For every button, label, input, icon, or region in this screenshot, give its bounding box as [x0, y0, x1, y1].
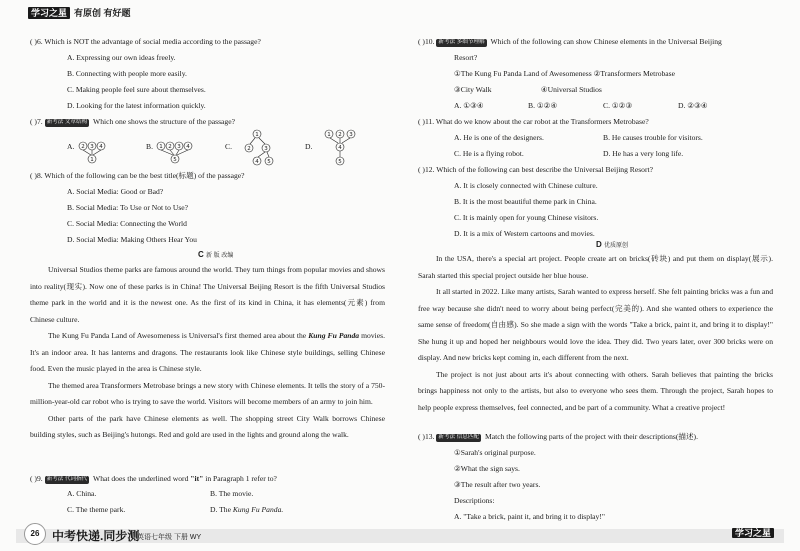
passage-d-p1: In the USA, there's a special art project. People create art on bricks(砖块) and put them on display(展示). Sarah started this special project outside her blue house.: [418, 254, 773, 280]
passage-d-p2: It all started in 2022. Like many artists, Sarah wanted to express herself. She felt painting bricks was a fun and free way because she didn't need to worry about being perfect(完美的). And she wanted others to experience the same sense of freedom(自由感). So she made a sign with the words "Take a brick, paint it, and bring it to display!" She hung it up and hoped her neighbours would love the idea. They did. Two years later, over 300 bricks were on display. And new bricks kept coming in, each different from the next.: [418, 287, 773, 362]
passage-c-p2-em: Kung Fu Panda: [308, 331, 360, 340]
q10-item-2: ③City Walk ④Universal Studios: [454, 85, 602, 94]
q11-stem: ( )11. What do we know about the car robot at the Transformers Metrobase?: [418, 117, 649, 126]
svg-text:2: 2: [168, 144, 172, 150]
q10-option-b: B. ①②④: [528, 101, 558, 110]
section-d-sub: 优质原创: [604, 243, 629, 249]
q12-option-c: C. It is mainly open for young Chinese visitors.: [454, 213, 599, 222]
q7-text: Which one shows the structure of the passage?: [93, 117, 235, 126]
q9-option-c: C. The theme park.: [67, 505, 126, 514]
q9-badge: 新考法 代词指代: [46, 476, 88, 482]
q10-badge: 新考法 多细节理解: [438, 39, 485, 45]
q8-option-a: A. Social Media: Good or Bad?: [67, 187, 164, 196]
passage-d: [418, 251, 773, 416]
q10-stem: [418, 38, 722, 47]
structure-diagrams: [67, 128, 367, 166]
tree-label-a: A.: [67, 142, 75, 151]
svg-text:5: 5: [173, 157, 177, 163]
svg-text:4: 4: [186, 144, 190, 150]
footer-logo: [732, 523, 774, 541]
svg-text:1: 1: [159, 144, 163, 150]
q11-option-a: A. He is one of the designers.: [454, 133, 544, 142]
q12-option-b: B. It is the most beautiful theme park in China.: [454, 197, 597, 206]
passage-c-p2-start: The Kung Fu Panda Land of Awesomeness is Universal's first themed area about the: [48, 331, 309, 340]
tree-label-c: C.: [225, 142, 232, 151]
svg-text:4: 4: [99, 144, 103, 150]
svg-text:3: 3: [349, 132, 353, 138]
tree-label-d: D.: [305, 142, 313, 151]
brand-tagline: 有原创 有好题: [74, 8, 131, 18]
footer-subtitle: 英语七年级 下册 WY: [137, 534, 202, 541]
tree-label-b: B.: [146, 142, 153, 151]
q13-item-3: ③The result after two years.: [454, 480, 541, 489]
q12-option-a: A. It is closely connected with Chinese culture.: [454, 181, 598, 190]
q10-option-c: C. ①②③: [603, 101, 633, 110]
q10-option-a: A. ①③④: [454, 101, 484, 110]
q8-option-c: C. Social Media: Connecting the World: [67, 219, 187, 228]
q9-word: "it": [190, 474, 204, 483]
svg-text:1: 1: [90, 157, 94, 163]
q6-stem: ( )6. Which is NOT the advantage of social media according to the passage?: [30, 37, 261, 46]
svg-text:5: 5: [338, 159, 342, 165]
q7-stem: [30, 118, 235, 127]
q13-badge: 新考法 信息匹配: [438, 434, 480, 440]
q10-option-d: D. ②③④: [678, 101, 708, 110]
q10-item-1: ①The Kung Fu Panda Land of Awesomeness ②Transformers Metrobase: [454, 69, 676, 78]
q9-option-a: A. China.: [67, 489, 97, 498]
page-footer: [0, 529, 800, 551]
svg-text:5: 5: [267, 159, 271, 165]
brand-logo: 学习之星: [28, 7, 70, 19]
q6-option-b: B. Connecting with people more easily.: [67, 69, 187, 78]
svg-text:2: 2: [247, 146, 251, 152]
q7-badge: 新考法 文章结构: [46, 119, 88, 125]
section-c-title: [198, 251, 233, 259]
svg-text:1: 1: [255, 132, 259, 138]
q13-item-1: ①Sarah's original purpose.: [454, 448, 536, 457]
svg-text:4: 4: [255, 159, 259, 165]
q9-option-d-prefix: D. The: [210, 505, 233, 514]
q8-stem: ( )8. Which of the following can be the best title(标题) of the passage?: [30, 171, 245, 180]
q11-option-c: C. He is a flying robot.: [454, 149, 524, 158]
q13-desc-a: A. "Take a brick, paint it, and bring it to display!": [454, 512, 605, 521]
header-logo: [28, 6, 131, 19]
q6-option-c: C. Making people feel sure about themselves.: [67, 85, 206, 94]
svg-text:3: 3: [264, 146, 268, 152]
q10-prefix: ( )10.: [418, 37, 435, 46]
q8-option-b: B. Social Media: To Use or Not to Use?: [67, 203, 189, 212]
q9-option-d: [210, 506, 283, 514]
passage-c-p2-rest: movies. It's an indoor area. It has lanterns and dragons. The restaurants look like Chinese style buildings, selling Chinese food. Even the music played in the area is Chinese style.: [30, 331, 385, 373]
svg-text:4: 4: [338, 145, 342, 151]
svg-text:2: 2: [81, 144, 85, 150]
q9-option-b: B. The movie.: [210, 489, 254, 498]
q12-stem: ( )12. Which of the following can best describe the Universal Beijing Resort?: [418, 165, 653, 174]
svg-text:2: 2: [338, 132, 342, 138]
passage-c: [30, 262, 385, 444]
q10-stem2: Resort?: [454, 53, 478, 62]
page-number: 26: [24, 523, 46, 545]
passage-c-p3: The themed area Transformers Metrobase brings a new story with Chinese elements. It tells the story of a 750-million-year-old car robot who is trying to save the world. Visitors will become members of an army to join him.: [30, 380, 385, 406]
section-c-sub: 新 版 改编: [206, 253, 234, 259]
q11-option-d: D. He has a very long life.: [603, 149, 684, 158]
passage-c-p4: Other parts of the park have Chinese elements as well. The shopping street City Walk borrows Chinese building styles, such as Beijing's hutongs. Red and gold are used in the lights and ground along the walk.: [30, 413, 385, 439]
q13-stem: [418, 433, 698, 442]
q11-option-b: B. He causes trouble for visitors.: [603, 133, 703, 142]
q13-desc-label: Descriptions:: [454, 496, 495, 505]
q7-prefix: ( )7.: [30, 117, 43, 126]
q12-option-d: D. It is a mix of Western cartoons and movies.: [454, 229, 595, 238]
svg-text:3: 3: [90, 144, 94, 150]
passage-c-p2: [30, 328, 385, 378]
q13-text: Match the following parts of the project with their descriptions(描述).: [484, 432, 698, 441]
svg-text:3: 3: [177, 144, 181, 150]
footer-brand-logo: 学习之星: [732, 528, 774, 538]
svg-text:1: 1: [327, 132, 331, 138]
section-d-title: [596, 241, 628, 249]
passage-c-p1: Universal Studios theme parks are famous around the world. They turn things from popular movies and shows into reality(现实). Now one of these parks is in China! The Universal Beijing Resort is the fifth Universal Studios theme park in the world and it is the newest one. As the first of its kind in China, it has elements(元素) from Chinese culture.: [30, 265, 385, 324]
q9-prefix: ( )9.: [30, 474, 43, 483]
q9-text-b: in Paragraph 1 refer to?: [203, 474, 277, 483]
q6-option-d: D. Looking for the latest information quickly.: [67, 101, 206, 110]
footer-series-title: 中考快递.同步测: [52, 529, 140, 543]
q10-text: Which of the following can show Chinese elements in the Universal Beijing: [490, 37, 722, 46]
structure-tree-svg: [67, 128, 367, 166]
q13-item-2: ②What the sign says.: [454, 464, 520, 473]
section-d-letter: D: [596, 240, 602, 249]
section-c-letter: C: [198, 250, 204, 259]
q6-option-a: A. Expressing our own ideas freely.: [67, 53, 176, 62]
q9-option-d-em: Kung Fu Panda.: [232, 505, 284, 514]
q9-stem: [30, 475, 277, 484]
q8-option-d: D. Social Media: Making Others Hear You: [67, 235, 197, 244]
passage-d-p3: The project is not just about arts it's about connecting with others. Sarah believes that painting the bricks brings happiness not only to the artists, but also to everyone who sees them. Through the project, Sarah hopes to help people express themselves, feel connected, and be part of a community. What a creative project!: [418, 369, 773, 412]
q13-prefix: ( )13.: [418, 432, 435, 441]
q9-text-a: What does the underlined word: [93, 474, 191, 483]
